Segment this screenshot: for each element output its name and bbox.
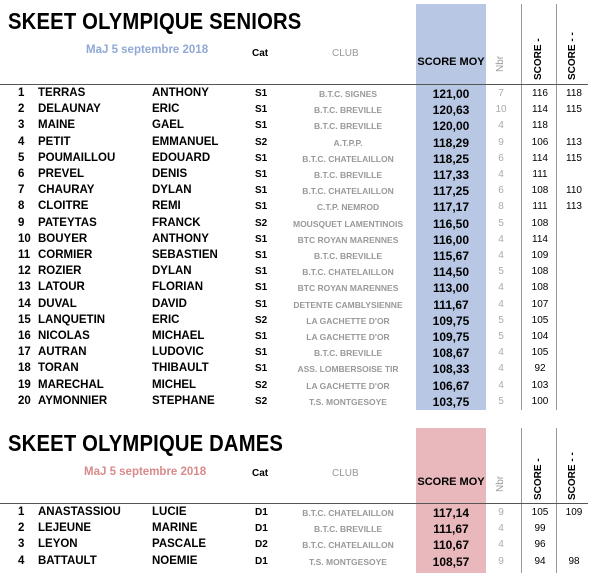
cell-rank: 7 [18, 184, 25, 197]
cell-rank: 1 [18, 506, 25, 518]
cell-cat: D1 [255, 507, 268, 518]
cell-rank: 2 [18, 103, 25, 116]
cell-nom: PATEYTAS [38, 216, 97, 229]
cell-score: 116,50 [432, 216, 470, 231]
cell-club: B.T.C. BREVILLE [313, 524, 382, 535]
cell-club: DETENTE CAMBLYSIENNE [293, 299, 403, 310]
cell-rank: 19 [18, 378, 31, 391]
cell-s1: 114 [532, 104, 548, 116]
cell-rank: 12 [18, 265, 31, 278]
cell-club: B.T.C. BREVILLE [313, 170, 382, 180]
dames-header-rule [0, 503, 588, 504]
dames-header-score2: SCORE - - [567, 452, 578, 500]
cell-s1: 105 [531, 314, 549, 326]
cell-nbr: 4 [498, 120, 504, 132]
dames-header-score1: SCORE - [533, 458, 544, 500]
cell-score: 109,75 [432, 313, 470, 328]
cell-cat: S1 [255, 120, 268, 132]
seniors-title: SKEET OLYMPIQUE SENIORS [8, 8, 302, 34]
cell-s1: 100 [531, 395, 549, 407]
cell-nbr: 4 [498, 379, 504, 391]
cell-nbr: 10 [495, 104, 507, 116]
cell-s1: 108 [531, 266, 549, 278]
cell-s1: 109 [531, 250, 549, 261]
cell-cat: S1 [255, 331, 268, 342]
cell-score: 117,17 [432, 200, 470, 215]
cell-prenom: GAEL [152, 119, 184, 132]
cell-prenom: EDOUARD [152, 151, 211, 164]
cell-nbr: 4 [498, 363, 504, 375]
cell-score: 109,75 [432, 330, 470, 344]
cell-rank: 9 [18, 216, 25, 229]
cell-score: 113,00 [432, 281, 470, 296]
seniors-header-cat: Cat [252, 48, 269, 59]
cell-club: T.S. MONTGESOYE [309, 396, 387, 407]
cell-club: B.T.C. CHATELAILLON [302, 540, 394, 551]
seniors-header-club: CLUB [332, 48, 359, 59]
cell-club: B.T.C. BREVILLE [313, 251, 382, 261]
cell-s1: 92 [534, 363, 546, 375]
cell-nom: BOUYER [38, 232, 88, 245]
table-row [0, 183, 600, 199]
cell-cat: S1 [255, 201, 268, 213]
cell-s1: 118 [532, 120, 548, 132]
table-row [0, 118, 600, 134]
cell-club: LA GACHETTE D'OR [306, 315, 390, 326]
cell-rank: 17 [18, 346, 31, 359]
cell-cat: S1 [255, 347, 268, 359]
cell-club: LA GACHETTE D'OR [306, 332, 390, 342]
cell-cat: S1 [255, 169, 268, 180]
cell-s1: 103 [531, 379, 549, 391]
table-row [0, 329, 600, 345]
cell-club: ASS. LOMBERSOISE TIR [297, 364, 399, 375]
cell-s2: 118 [566, 88, 582, 99]
cell-prenom: STEPHANE [152, 394, 215, 407]
cell-nom: CLOITRE [38, 200, 89, 213]
table-row [0, 378, 600, 394]
cell-cat: D1 [255, 555, 268, 567]
cell-s1: 104 [531, 331, 549, 342]
cell-s2: 110 [566, 185, 582, 197]
cell-s2: 98 [568, 555, 580, 567]
table-row [0, 313, 600, 329]
table-row [0, 264, 600, 280]
table-row [0, 521, 600, 537]
cell-club: B.T.C. CHATELAILLON [302, 186, 394, 197]
cell-s1: 108 [531, 282, 549, 294]
cell-s1: 106 [531, 136, 549, 148]
cell-prenom: ERIC [152, 313, 180, 326]
cell-cat: S2 [255, 314, 268, 326]
cell-cat: S2 [255, 136, 268, 148]
seniors-header-score2: SCORE - - [567, 32, 578, 80]
cell-nom: ROZIER [38, 265, 82, 278]
cell-nom: LEYON [38, 538, 78, 551]
table-row [0, 102, 600, 118]
cell-s2: 115 [566, 152, 582, 164]
cell-s1: 105 [531, 507, 549, 518]
cell-rank: 1 [18, 87, 25, 99]
cell-club: A.T.P.P. [333, 137, 363, 148]
seniors-header-score1: SCORE - [533, 38, 544, 80]
cell-s1: 99 [534, 523, 546, 535]
cell-rank: 2 [18, 522, 25, 535]
cell-nom: NICOLAS [38, 330, 90, 342]
cell-club: C.T.P. NEMROD [316, 202, 380, 213]
cell-nom: POUMAILLOU [38, 151, 116, 164]
table-row [0, 248, 600, 264]
cell-prenom: DAVID [152, 297, 187, 310]
cell-nbr: 5 [498, 314, 504, 326]
cell-nbr: 4 [498, 298, 504, 310]
dames-section [0, 424, 600, 573]
table-row [0, 167, 600, 183]
cell-prenom: ERIC [152, 103, 180, 116]
table-row [0, 86, 600, 102]
cell-club: B.T.C. SIGNES [318, 89, 378, 99]
cell-score: 114,50 [432, 265, 470, 280]
cell-prenom: LUDOVIC [152, 346, 204, 359]
seniors-header-rule [0, 84, 588, 85]
dames-header-nbr: Nbr [495, 475, 506, 492]
cell-prenom: ANTHONY [152, 87, 209, 99]
cell-nom: AUTRAN [38, 346, 87, 359]
cell-club: BTC ROYAN MARENNES [297, 234, 399, 245]
cell-prenom: FLORIAN [152, 281, 204, 294]
cell-s2: 113 [566, 201, 582, 213]
cell-nom: TORAN [38, 362, 79, 375]
cell-prenom: MICHAEL [152, 330, 205, 342]
cell-prenom: DYLAN [152, 184, 192, 197]
cell-s1: 111 [532, 169, 548, 180]
cell-cat: S1 [255, 266, 268, 278]
cell-cat: S2 [255, 217, 268, 229]
cell-s1: 108 [531, 217, 549, 229]
cell-score: 120,63 [432, 103, 470, 118]
cell-club: MOUSQUET LAMENTINOIS [292, 218, 404, 229]
cell-s2: 109 [565, 507, 583, 518]
table-row [0, 280, 600, 296]
cell-club: B.T.C. CHATELAILLON [302, 508, 394, 518]
cell-prenom: EMMANUEL [152, 135, 219, 148]
cell-nbr: 4 [498, 250, 504, 261]
cell-club: B.T.C. BREVILLE [313, 348, 382, 359]
cell-prenom: MARINE [152, 522, 198, 535]
cell-rank: 4 [18, 135, 25, 148]
cell-cat: S1 [255, 250, 268, 261]
cell-cat: S2 [255, 395, 268, 407]
cell-nom: PREVEL [38, 168, 85, 180]
cell-s1: 114 [532, 152, 548, 164]
cell-club: LA GACHETTE D'OR [306, 380, 390, 391]
cell-rank: 10 [18, 232, 31, 245]
cell-nom: LANQUETIN [38, 313, 106, 326]
cell-club: B.T.C. CHATELAILLON [302, 267, 394, 278]
seniors-header-score: SCORE MOY [417, 56, 485, 68]
cell-score: 117,25 [432, 184, 470, 199]
cell-nbr: 6 [498, 185, 504, 197]
cell-score: 121,00 [432, 87, 470, 101]
cell-score: 120,00 [432, 119, 470, 134]
table-row [0, 361, 600, 377]
cell-club: B.T.C. CHATELAILLON [302, 153, 394, 164]
cell-rank: 6 [18, 168, 25, 180]
cell-nbr: 5 [498, 331, 504, 342]
cell-rank: 14 [18, 297, 31, 310]
dames-header-score: SCORE MOY [417, 476, 485, 488]
cell-nbr: 4 [498, 347, 504, 359]
cell-club: T.S. MONTGESOYE [309, 556, 387, 567]
table-row [0, 232, 600, 248]
cell-nom: LATOUR [38, 281, 85, 294]
cell-nbr: 5 [498, 217, 504, 229]
cell-prenom: FRANCK [152, 216, 201, 229]
cell-s2: 113 [566, 136, 582, 148]
cell-cat: S1 [255, 298, 268, 310]
cell-s1: 111 [532, 201, 548, 213]
cell-prenom: DENIS [152, 168, 188, 180]
table-row [0, 537, 600, 553]
cell-prenom: DYLAN [152, 265, 192, 278]
cell-nbr: 8 [498, 201, 504, 213]
cell-prenom: THIBAULT [152, 362, 209, 375]
cell-nbr: 6 [498, 152, 504, 164]
table-row [0, 554, 600, 570]
dames-update-date: MaJ 5 septembre 2018 [84, 466, 207, 478]
cell-cat: S1 [255, 233, 268, 245]
cell-rank: 15 [18, 313, 31, 326]
cell-prenom: PASCALE [152, 538, 207, 551]
cell-rank: 3 [18, 538, 25, 551]
cell-nom: DELAUNAY [38, 103, 101, 116]
cell-rank: 4 [18, 554, 25, 567]
cell-nbr: 4 [498, 169, 504, 180]
cell-nom: BATTAULT [38, 554, 97, 567]
cell-rank: 16 [18, 330, 31, 342]
cell-club: B.T.C. BREVILLE [313, 105, 382, 116]
table-row [0, 505, 600, 521]
cell-nbr: 5 [498, 266, 504, 278]
cell-score: 108,33 [432, 362, 470, 377]
cell-rank: 11 [18, 249, 31, 261]
cell-prenom: SEBASTIEN [152, 249, 218, 261]
cell-nbr: 5 [498, 395, 504, 407]
cell-cat: D2 [255, 539, 268, 551]
cell-score: 116,00 [432, 232, 470, 247]
dames-header-cat: Cat [252, 468, 269, 479]
cell-cat: S1 [255, 185, 268, 197]
cell-score: 111,67 [433, 297, 469, 312]
cell-club: BTC ROYAN MARENNES [297, 283, 399, 294]
cell-s1: 107 [531, 298, 549, 310]
cell-rank: 8 [18, 200, 25, 213]
cell-nbr: 4 [498, 282, 504, 294]
cell-prenom: REMI [152, 200, 181, 213]
table-row [0, 394, 600, 410]
cell-score: 108,67 [432, 346, 470, 361]
cell-nom: CORMIER [38, 249, 93, 261]
cell-cat: S1 [255, 282, 268, 294]
cell-score: 118,25 [432, 151, 470, 166]
cell-nbr: 9 [498, 555, 504, 567]
cell-nbr: 9 [498, 507, 504, 518]
cell-nom: AYMONNIER [38, 394, 108, 407]
cell-cat: S1 [255, 363, 268, 375]
cell-nbr: 4 [498, 523, 504, 535]
cell-s1: 94 [534, 555, 546, 567]
cell-s2: 115 [566, 104, 582, 116]
cell-nom: ANASTASSIOU [38, 506, 121, 518]
cell-rank: 18 [18, 362, 31, 375]
cell-rank: 13 [18, 281, 31, 294]
cell-nom: CHAURAY [38, 184, 95, 197]
table-row [0, 135, 600, 151]
cell-nom: MAINE [38, 119, 76, 132]
cell-nbr: 4 [498, 233, 504, 245]
cell-cat: D1 [255, 523, 268, 535]
cell-nom: TERRAS [38, 87, 86, 99]
cell-rank: 3 [18, 119, 25, 132]
table-row [0, 151, 600, 167]
cell-nbr: 4 [498, 539, 504, 551]
dames-title: SKEET OLYMPIQUE DAMES [8, 430, 284, 456]
cell-score: 106,67 [432, 378, 470, 393]
cell-prenom: LUCIE [152, 506, 187, 518]
table-row [0, 297, 600, 313]
cell-nom: PETIT [38, 135, 71, 148]
cell-s1: 96 [534, 539, 546, 551]
cell-score: 110,67 [432, 538, 470, 553]
cell-prenom: MICHEL [152, 378, 197, 391]
cell-score: 108,57 [432, 554, 470, 569]
cell-cat: S2 [255, 379, 268, 391]
cell-score: 111,67 [433, 522, 469, 537]
table-row [0, 216, 600, 232]
dames-header-club: CLUB [332, 468, 359, 479]
cell-score: 103,75 [432, 394, 470, 409]
cell-s1: 114 [532, 233, 548, 245]
cell-cat: S1 [255, 104, 268, 116]
cell-nbr: 7 [498, 88, 504, 99]
cell-rank: 20 [18, 394, 31, 407]
cell-nbr: 9 [498, 136, 504, 148]
cell-score: 117,14 [432, 506, 470, 520]
cell-score: 118,29 [432, 135, 470, 150]
cell-s1: 105 [531, 347, 549, 359]
cell-prenom: NOEMIE [152, 554, 198, 567]
cell-rank: 5 [18, 151, 25, 164]
cell-nom: DUVAL [38, 297, 77, 310]
cell-nom: MARECHAL [38, 378, 104, 391]
cell-cat: S1 [255, 152, 268, 164]
cell-s1: 116 [532, 88, 548, 99]
cell-nom: LEJEUNE [38, 522, 92, 535]
cell-s1: 108 [531, 185, 549, 197]
cell-cat: S1 [255, 88, 268, 99]
cell-prenom: ANTHONY [152, 232, 209, 245]
seniors-update-date: MaJ 5 septembre 2018 [86, 44, 209, 56]
table-row [0, 199, 600, 215]
cell-club: B.T.C. BREVILLE [313, 121, 382, 132]
cell-score: 115,67 [432, 249, 470, 263]
table-row [0, 345, 600, 361]
seniors-header-nbr: Nbr [495, 55, 506, 72]
cell-score: 117,33 [432, 168, 470, 182]
